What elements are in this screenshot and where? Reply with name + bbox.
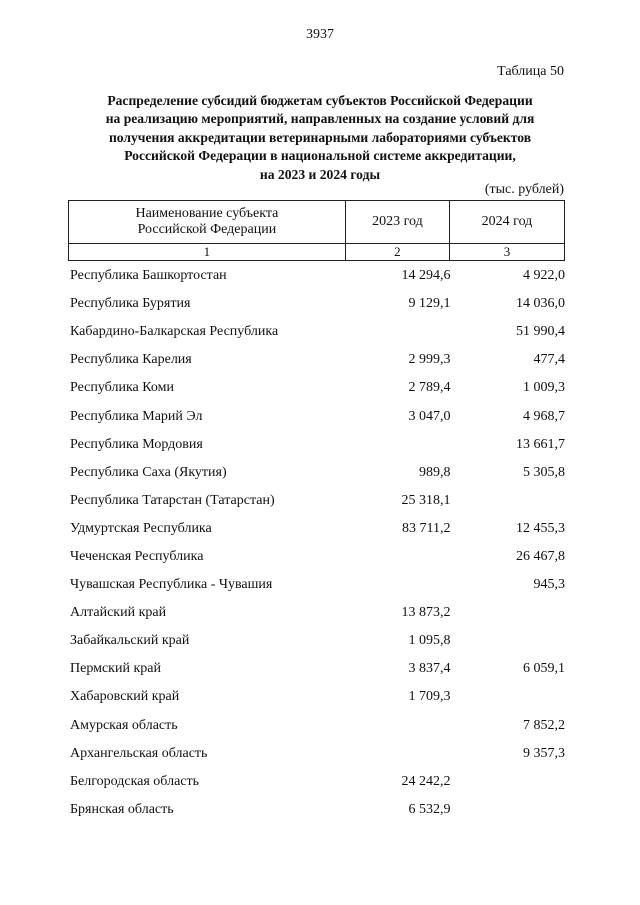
region-name: Хабаровский край: [70, 689, 180, 705]
units-label: (тыс. рублей): [484, 182, 564, 197]
value-2024: 7 852,2: [522, 717, 565, 733]
table-body: [68, 262, 565, 824]
value-2023: 2 999,3: [408, 352, 451, 368]
region-name: Республика Коми: [70, 380, 174, 396]
table-row: [68, 740, 565, 768]
region-name: Республика Бурятия: [70, 296, 191, 312]
table-row: [68, 543, 565, 571]
region-name: Амурская область: [70, 717, 178, 733]
table-row: [68, 712, 565, 740]
column-number-2: 2: [345, 244, 449, 261]
region-name: Республика Саха (Якутия): [70, 464, 227, 480]
region-name: Республика Карелия: [70, 352, 192, 368]
region-name: Республика Башкортостан: [70, 268, 227, 284]
table-row: [68, 599, 565, 627]
table-row: [68, 374, 565, 402]
value-2024: 6 059,1: [522, 661, 565, 677]
table-header: [68, 200, 565, 261]
table-row: [68, 262, 565, 290]
region-name: Архангельская область: [70, 745, 208, 761]
column-header-2023: 2023 год: [345, 201, 449, 244]
region-name: Республика Мордовия: [70, 436, 203, 452]
region-name: Республика Татарстан (Татарстан): [70, 492, 275, 508]
value-2024: 5 305,8: [522, 464, 565, 480]
value-2024: 26 467,8: [515, 548, 565, 564]
table-row: [68, 318, 565, 346]
region-name: Пермский край: [70, 661, 161, 677]
column-header-name: [69, 201, 346, 244]
value-2023: 25 318,1: [401, 492, 451, 508]
value-2024: 12 455,3: [515, 520, 565, 536]
table-row: [68, 683, 565, 711]
region-name: Брянская область: [70, 801, 174, 817]
value-2024: 13 661,7: [515, 436, 565, 452]
table-row: [68, 459, 565, 487]
value-2023: 3 837,4: [408, 661, 451, 677]
title-line: Российской Федерации в национальной системе аккредитации,: [124, 148, 516, 164]
value-2023: 13 873,2: [401, 605, 451, 621]
value-2023: 2 789,4: [408, 380, 451, 396]
region-name: Белгородская область: [70, 773, 200, 789]
value-2023: 9 129,1: [408, 296, 451, 312]
value-2024: 1 009,3: [522, 380, 565, 396]
table-row: [68, 431, 565, 459]
value-2024: 51 990,4: [515, 324, 565, 340]
value-2023: 1 095,8: [408, 633, 451, 649]
table-row: [68, 290, 565, 318]
value-2023: 989,8: [418, 464, 451, 480]
column-header-name-line1: Наименование субъекта: [135, 206, 279, 221]
region-name: Чувашская Республика - Чувашия: [70, 577, 273, 593]
column-number-3: 3: [449, 244, 564, 261]
value-2023: 83 711,2: [401, 520, 451, 536]
table-row: [68, 655, 565, 683]
region-name: Республика Марий Эл: [70, 408, 203, 424]
value-2023: 6 532,9: [408, 801, 451, 817]
title-line: Распределение субсидий бюджетам субъектов Российской Федерации: [107, 93, 533, 108]
title-line: на реализацию мероприятий, направленных на создание условий для: [105, 111, 535, 127]
value-2024: 477,4: [533, 352, 565, 368]
value-2023: 3 047,0: [408, 408, 451, 424]
document-title: [60, 92, 580, 184]
table-row: [68, 571, 565, 599]
table-row: [68, 796, 565, 824]
table-row: [68, 487, 565, 515]
title-line: на 2023 и 2024 годы: [259, 166, 381, 182]
region-name: Чеченская Республика: [70, 548, 204, 564]
value-2023: 14 294,6: [401, 268, 451, 284]
table-row: [68, 627, 565, 655]
table-row: [68, 768, 565, 796]
page-number: 3937: [306, 27, 334, 42]
value-2024: 14 036,0: [515, 296, 565, 312]
value-2023: 1 709,3: [408, 689, 451, 705]
value-2024: 945,3: [533, 577, 565, 593]
column-header-2024: 2024 год: [449, 201, 564, 244]
table-row: [68, 402, 565, 430]
title-line: получения аккредитации ветеринарными лабораториями субъектов: [108, 129, 532, 145]
value-2024: 9 357,3: [522, 745, 565, 761]
region-name: Забайкальский край: [70, 633, 190, 649]
region-name: Удмуртская Республика: [70, 520, 212, 536]
table-row: [68, 346, 565, 374]
table-row: [68, 515, 565, 543]
region-name: Алтайский край: [70, 605, 167, 621]
column-header-name-line2: Российской Федерации: [137, 222, 277, 237]
table-label: Таблица 50: [497, 64, 564, 79]
value-2024: 4 968,7: [522, 408, 565, 424]
region-name: Кабардино-Балкарская Республика: [70, 324, 279, 340]
value-2023: 24 242,2: [401, 773, 451, 789]
value-2024: 4 922,0: [522, 268, 565, 284]
column-number-1: 1: [69, 244, 346, 261]
